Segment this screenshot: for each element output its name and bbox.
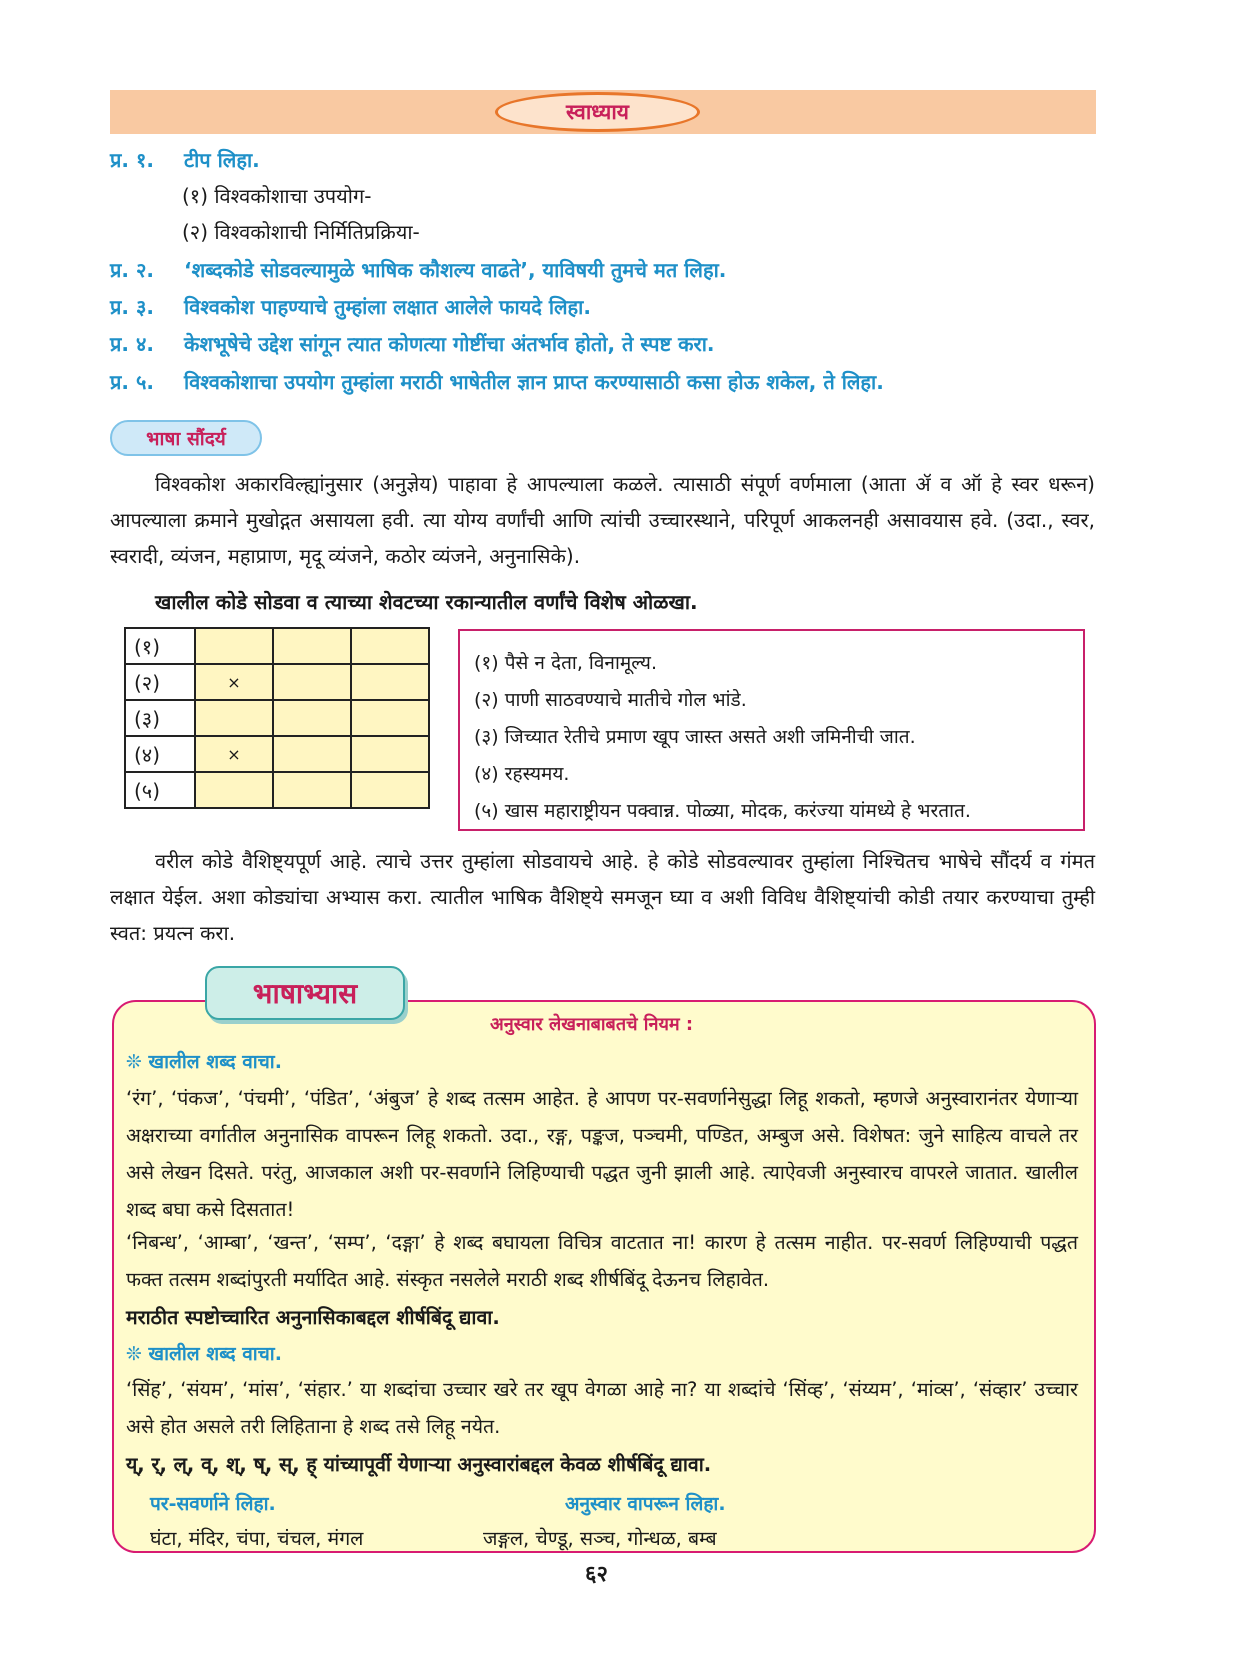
grid-row-label: (५) [125, 772, 195, 808]
grid-cell [273, 736, 351, 772]
bhasha-saundarya-paragraph-1: विश्वकोश अकारविल्ह्यांनुसार (अनुज्ञेय) पाहावा हे आपल्याला कळले. त्यासाठी संपूर्ण वर्णमाला (आता ॲ व ऑ हे स्वर धरून) आपल्याला क्रमाने मुखोद्गत असायला हवी. त्या योग्य वर्णांची आणि त्यांची उच्चारस्थाने, परिपूर्ण आकलनही असावयास हवे. (उदा., स्वर, स्वरादी, व्यंजन, महाप्राण, मृदू व्यंजने, कठोर व्यंजने, अनुनासिके). [110, 472, 1095, 568]
bhashabhyas-paragraph-1: ‘रंग’, ‘पंकज’, ‘पंचमी’, ‘पंडित’, ‘अंबुज’ हे शब्द तत्सम आहेत. हे आपण पर-सवर्णानेसुद्धा लिहू शकतो, म्हणजे अनुस्वारानंतर येणाऱ्या अक्षराच्या वर्गातील अनुनासिक वापरून लिहू शकतो. उदा., रङ्ग, पङ्कज, पञ्चमी, पण्डित, अम्बुज असे. विशेषत: जुने साहित्य वाचले तर असे लेखन दिसते. परंतु, आजकाल अशी पर-सवर्णाने लिहिण्याची पद्धत जुनी झाली आहे. त्याऐवजी अनुस्वारच वापरले जातात. खालील शब्द बघा कसे दिसतात! [126, 1087, 1078, 1221]
anuswar-words: जङ्गल, चेण्डू, सञ्च, गोन्धळ, बम्ब [483, 1527, 717, 1550]
rule-title: अनुस्वार लेखनाबाबतचे नियम : [490, 1014, 694, 1035]
grid-row [125, 628, 429, 664]
question-4-text: केशभूषेचे उद्देश सांगून त्यात कोणत्या गोष्टींचा अंतर्भाव होतो, ते स्पष्ट करा. [184, 332, 715, 356]
question-1-sub-2: (२) विश्वकोशाची निर्मितिप्रक्रिया- [182, 220, 420, 244]
question-5 [110, 368, 884, 395]
question-4-number: प्र. ४. [110, 332, 154, 356]
clue-2: (२) पाणी साठवण्याचे मातीचे गोल भांडे. [474, 689, 747, 711]
grid-cell [351, 700, 429, 736]
puzzle-instruction: खालील कोडे सोडवा व त्याच्या शेवटच्या रकान्यातील वर्णांचे विशेष ओळखा. [155, 590, 698, 614]
grid-row [125, 664, 429, 700]
question-2 [110, 256, 726, 283]
read-words-heading-2: ❊ खालील शब्द वाचा. [126, 1343, 282, 1365]
grid-cell [195, 628, 273, 664]
swadhyay-title: स्वाध्याय [495, 92, 700, 132]
grid-cell [273, 664, 351, 700]
bhashabhyas-tab: भाषाभ्यास [205, 966, 405, 1020]
question-1-number: प्र. १. [110, 148, 154, 172]
grid-row-label: (२) [125, 664, 195, 700]
grid-cell: × [195, 736, 273, 772]
rule-bold-1: मराठीत स्पष्टोच्चारित अनुनासिकाबद्दल शीर्षबिंदू द्यावा. [126, 1306, 500, 1329]
grid-row [125, 700, 429, 736]
question-4 [110, 330, 715, 357]
bhashabhyas-paragraph-3: ‘सिंह’, ‘संयम’, ‘मांस’, ‘संहार.’ या शब्दांचा उच्चार खरे तर खूप वेगळा आहे ना? या शब्दांचे ‘सिंव्ह’, ‘संय्यम’, ‘मांव्स’, ‘संव्हार’ उच्चार असे होत असले तरी लिहिताना हे शब्द तसे लिहू नयेत. [126, 1378, 1078, 1438]
grid-cell [351, 736, 429, 772]
question-3 [110, 293, 591, 320]
bhasha-saundarya-paragraph-2: वरील कोडे वैशिष्ट्यपूर्ण आहे. त्याचे उत्तर तुम्हांला सोडवायचे आहे. हे कोडे सोडवल्यावर तुम्हांला निश्चितच भाषेचे सौंदर्य व गंमत लक्षात येईल. अशा कोड्यांचा अभ्यास करा. त्यातील भाषिक वैशिष्ट्ये समजून घ्या व अशी विविध वैशिष्ट्यांची कोडी तयार करण्याचा तुम्ही स्वत: प्रयत्न करा. [110, 849, 1095, 945]
question-3-number: प्र. ३. [110, 295, 154, 319]
question-2-number: प्र. २. [110, 258, 154, 282]
question-2-text: ‘शब्दकोडे सोडवल्यामुळे भाषिक कौशल्य वाढते’, याविषयी तुमचे मत लिहा. [184, 258, 727, 282]
page-number: ६२ [585, 1562, 608, 1587]
rule-bold-2: य्, र्, ल्, व्, श्, ष्, स्, ह् यांच्यापूर्वी येणाऱ्या अनुस्वारांबद्दल केवळ शीर्षबिंदू द्यावा. [126, 1453, 712, 1476]
grid-row [125, 736, 429, 772]
question-3-text: विश्वकोश पाहण्याचे तुम्हांला लक्षात आलेले फायदे लिहा. [184, 295, 591, 319]
para-savarna-words: घंटा, मंदिर, चंपा, चंचल, मंगल [150, 1527, 364, 1550]
clue-3: (३) जिच्यात रेतीचे प्रमाण खूप जास्त असते अशी जमिनीची जात. [474, 726, 916, 748]
anuswar-heading: अनुस्वार वापरून लिहा. [565, 1493, 726, 1515]
question-1-sub-1: (१) विश्वकोशाचा उपयोग- [182, 184, 372, 208]
clue-5: (५) खास महाराष्ट्रीयन पक्वान्न. पोळ्या, मोदक, करंज्या यांमध्ये हे भरतात. [474, 800, 971, 822]
grid-cell: × [195, 664, 273, 700]
grid-row-label: (१) [125, 628, 195, 664]
grid-cell [351, 772, 429, 808]
clue-4: (४) रहस्यमय. [474, 763, 570, 785]
grid-row [125, 772, 429, 808]
grid-row-label: (४) [125, 736, 195, 772]
clue-1: (१) पैसे न देता, विनामूल्य. [474, 652, 657, 674]
grid-cell [351, 628, 429, 664]
crossword-grid [124, 627, 430, 809]
para-savarna-heading: पर-सवर्णाने लिहा. [150, 1493, 276, 1515]
grid-cell [273, 700, 351, 736]
grid-cell [273, 772, 351, 808]
grid-cell [351, 664, 429, 700]
question-1-text: टीप लिहा. [184, 148, 260, 172]
question-5-text: विश्वकोशाचा उपयोग तुम्हांला मराठी भाषेतील ज्ञान प्राप्त करण्यासाठी कसा होऊ शकेल, ते लिहा. [184, 370, 884, 394]
read-words-heading-1: ❊ खालील शब्द वाचा. [126, 1051, 282, 1073]
question-5-number: प्र. ५. [110, 370, 154, 394]
question-1 [110, 146, 260, 173]
bhashabhyas-paragraph-2: ‘निबन्ध’, ‘आम्बा’, ‘खन्त’, ‘सम्प’, ‘दङ्गा’ हे शब्द बघायला विचित्र वाटतात ना! कारण हे तत्सम नाहीत. पर-सवर्ण लिहिण्याची पद्धत फक्त तत्सम शब्दांपुरती मर्यादित आहे. संस्कृत नसलेले मराठी शब्द शीर्षबिंदू देऊनच लिहावेत. [126, 1231, 1078, 1291]
bhasha-saundarya-tag: भाषा सौंदर्य [110, 420, 262, 456]
grid-cell [273, 628, 351, 664]
grid-cell [195, 772, 273, 808]
grid-row-label: (३) [125, 700, 195, 736]
grid-cell [195, 700, 273, 736]
clue-box [458, 629, 1085, 831]
